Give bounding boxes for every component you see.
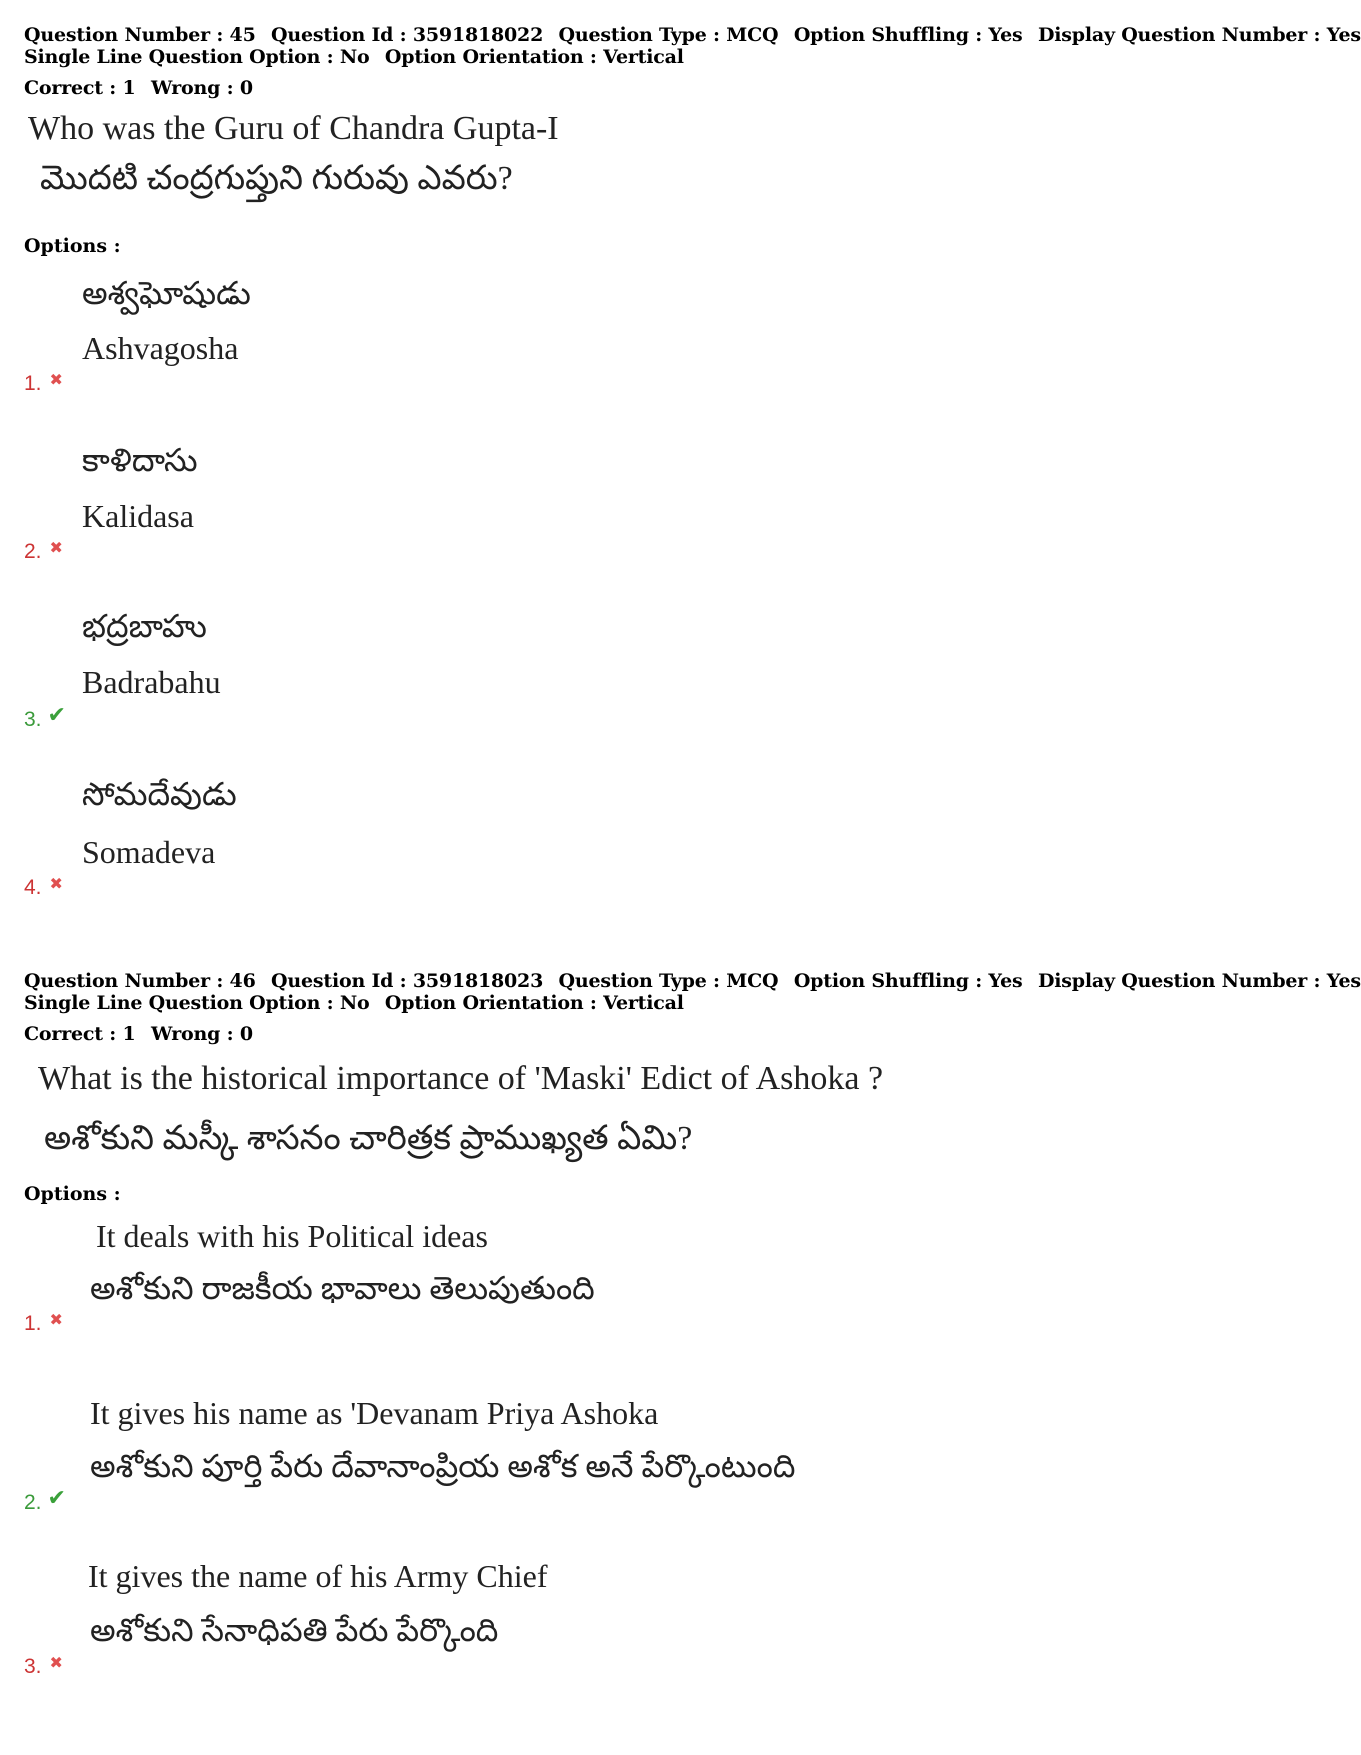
option-text-english: It deals with his Political ideas [96,1218,488,1254]
option-shuffling: Option Shuffling : Yes [793,970,1023,992]
option-text-english: Kalidasa [82,498,194,534]
option-text-telugu: అశోకుని సేనాధిపతి పేరు పేర్కొంది [90,1612,499,1648]
option-text-telugu: అశోకుని రాజకీయ భావాలు తెలుపుతుంది [90,1270,595,1306]
options-label: Options : [24,1183,121,1205]
option-text-telugu: సోమదేవుడు [82,776,237,812]
question-text-english: Who was the Guru of Chandra Gupta-I [28,110,559,147]
option-text-english: Badrabahu [82,664,221,700]
correct-score: Correct : 1 [24,77,136,99]
option-number [24,372,63,396]
option-orientation: Option Orientation : Vertical [384,992,684,1014]
question-number: Question Number : 46 [24,970,256,992]
correct-score: Correct : 1 [24,1023,136,1045]
wrong-icon: ✖ [49,1312,63,1329]
option-text-english: Somadeva [82,834,216,870]
check-icon: ✔ [47,1485,66,1510]
option-number [24,1485,66,1515]
check-icon: ✔ [47,702,66,727]
display-question-number: Display Question Number : Yes [1037,970,1361,992]
wrong-icon: ✖ [49,372,63,389]
question-meta-line-1 [24,970,1361,992]
wrong-icon: ✖ [49,1655,63,1672]
question-meta-line-2 [24,992,684,1014]
question-meta-line-2 [24,46,684,68]
wrong-score: Wrong : 0 [150,1023,253,1045]
option-text-telugu: భద్రబాహు [82,608,207,644]
option-text-telugu: కాళిదాసు [82,442,198,478]
option-number [24,1312,63,1336]
option-text-english: It gives his name as 'Devanam Priya Ashoka [90,1395,659,1431]
question-score [24,77,253,99]
single-line-option: Single Line Question Option : No [24,46,370,68]
option-number [24,702,66,732]
option-number-label: 1. [24,1312,42,1335]
option-number-label: 1. [24,372,42,395]
single-line-option: Single Line Question Option : No [24,992,370,1014]
question-meta-line-1 [24,24,1361,46]
question-id: Question Id : 3591818022 [271,24,544,46]
question-id: Question Id : 3591818023 [271,970,544,992]
display-question-number: Display Question Number : Yes [1037,24,1361,46]
question-type: Question Type : MCQ [558,970,779,992]
option-text-telugu: అశ్వఘోషుడు [82,275,251,311]
option-number-label: 3. [24,708,42,731]
question-score [24,1023,253,1045]
option-number-label: 2. [24,540,42,563]
question-type: Question Type : MCQ [558,24,779,46]
wrong-score: Wrong : 0 [150,77,253,99]
option-orientation: Option Orientation : Vertical [384,46,684,68]
question-text-telugu: అశోకుని మస్కీ శాసనం చారిత్రక ప్రాముఖ్యత ఏమి? [44,1120,693,1157]
option-number-label: 3. [24,1655,42,1678]
option-shuffling: Option Shuffling : Yes [793,24,1023,46]
option-number [24,1655,63,1679]
options-label: Options : [24,235,121,257]
option-number-label: 4. [24,876,42,899]
question-text-telugu: మొదటి చంద్రగుప్తుని గురువు ఎవరు? [40,160,513,197]
option-number-label: 2. [24,1491,42,1514]
option-text-telugu: అశోకుని పూర్తి పేరు దేవానాంప్రియ అశోక అనే పేర్కొంటుంది [90,1448,796,1484]
option-number [24,540,63,564]
option-number [24,876,63,900]
option-text-english: It gives the name of his Army Chief [88,1558,548,1594]
question-text-english: What is the historical importance of 'Maski' Edict of Ashoka ? [38,1060,884,1097]
option-text-english: Ashvagosha [82,330,239,366]
wrong-icon: ✖ [49,876,63,893]
wrong-icon: ✖ [49,540,63,557]
question-number: Question Number : 45 [24,24,256,46]
